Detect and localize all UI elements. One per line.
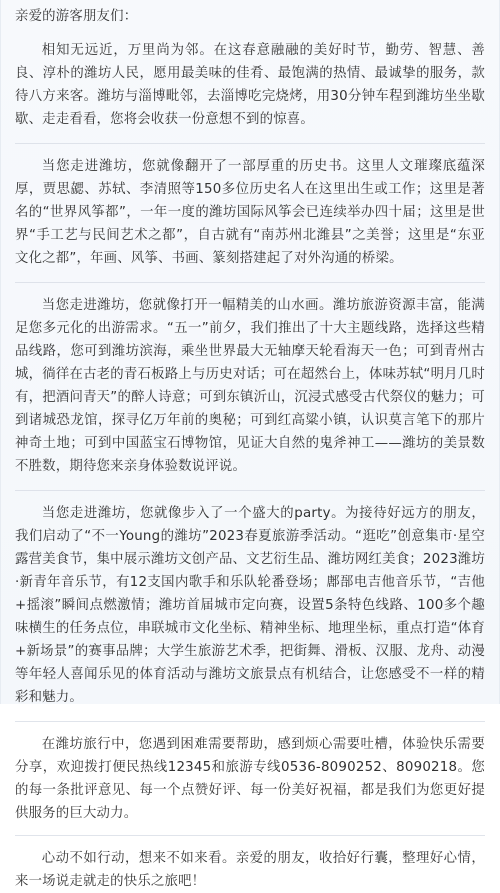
section-divider	[15, 721, 485, 722]
section-divider	[15, 835, 485, 836]
paragraph-events: 当您走进潍坊，您就像步入了一个盛大的party。为接待好远方的朋友，我们启动了“不一Young的潍坊”2023春夏旅游季活动。“逛吃”创意集市·星空露营美食节，集中展示潍坊文创产品、文艺衍生品、潍坊网红美食；2023潍坊·新青年音乐节，有12支国内歌手和乐队轮番登场；鄌郚电吉他音乐节，“吉他+摇滚”瞬间点燃激情；潍坊首届城市定向赛，设置5条特色线路、100多个趣味横生的任务点位，串联城市文化坐标、精神坐标、地理坐标，重点打造“体育+新场景”的赛事品牌；大学生旅游艺术季，把街舞、滑板、汉服、龙舟、动漫等年轻人喜闻乐见的体育活动与潍坊文旅景点有机结合，让您感受不一样的精彩和魅力。	[15, 506, 485, 705]
paragraph-history: 相知无远近，万里尚为邻。在这春意融融的美好时节，勤劳、智慧、善良、淳朴的潍坊人民，愿用最美味的佳肴、最饱满的热情、最诚挚的服务，款待八方来客。潍坊与淄博毗邻，去淄博吃完烧烤，用30分钟车程到潍坊坐坐歇歇、走走看看，您将会收获一份意想不到的惊喜。	[15, 43, 485, 127]
letter-body	[15, 5, 485, 893]
paragraph-contact: 在潍坊旅行中，您遇到困难需要帮助，感到烦心需要吐槽，体验快乐需要分享，欢迎拨打便民热线12345和旅游专线0536-8090252、8090218。您的每一条批评意见、每一个点赞好评、每一份美好祝福，都是我们为您更好提供服务的巨大动力。	[15, 737, 485, 821]
paragraph-routes: 当您走进潍坊，您就像打开一幅精美的山水画。潍坊旅游资源丰富，能满足您多元化的出游需求。“五一”前夕，我们推出了十大主题线路，选择这些精品线路，您可到潍坊滨海，乘坐世界最大无轴摩天轮看海天一色；可到青州古城，徜徉在古老的青石板路上与历史对话；可在超然台上，体味苏轼“明月几时有，把酒问青天”的醉人诗意；可到东镇沂山，沉浸式感受古代祭仪的魅力；可到诸城恐龙馆，探寻亿万年前的奥秘；可到红高粱小镇，认识莫言笔下的那片神奇土地；可到中国蓝宝石博物馆，见证大自然的鬼斧神工——潍坊的美景数不胜数，期待您来亲身体验数说评说。	[15, 298, 485, 474]
paragraph-closing: 心动不如行动，想来不如来看。亲爱的朋友，收拾好行囊，整理好心情，来一场说走就走的快乐之旅吧！	[15, 851, 485, 889]
section-divider	[15, 490, 485, 491]
paragraph-landscape: 当您走进潍坊，您就像翻开了一部厚重的历史书。这里人文璀璨底蕴深厚，贾思勰、苏轼、李清照等150多位历史名人在这里出生或工作；这里是著名的“世界风筝都”，一年一度的潍坊国际风筝会已连续举办四十届；这里是世界“手工艺与民间艺术之都”，自古就有“南苏州北潍县”之美誉；这里是“东亚文化之都”，年画、风筝、书画、篆刻搭建起了对外沟通的桥梁。	[15, 159, 485, 266]
section-divider	[15, 282, 485, 283]
greeting: 亲爱的游客朋友们：	[15, 9, 138, 24]
section-divider	[15, 143, 485, 144]
